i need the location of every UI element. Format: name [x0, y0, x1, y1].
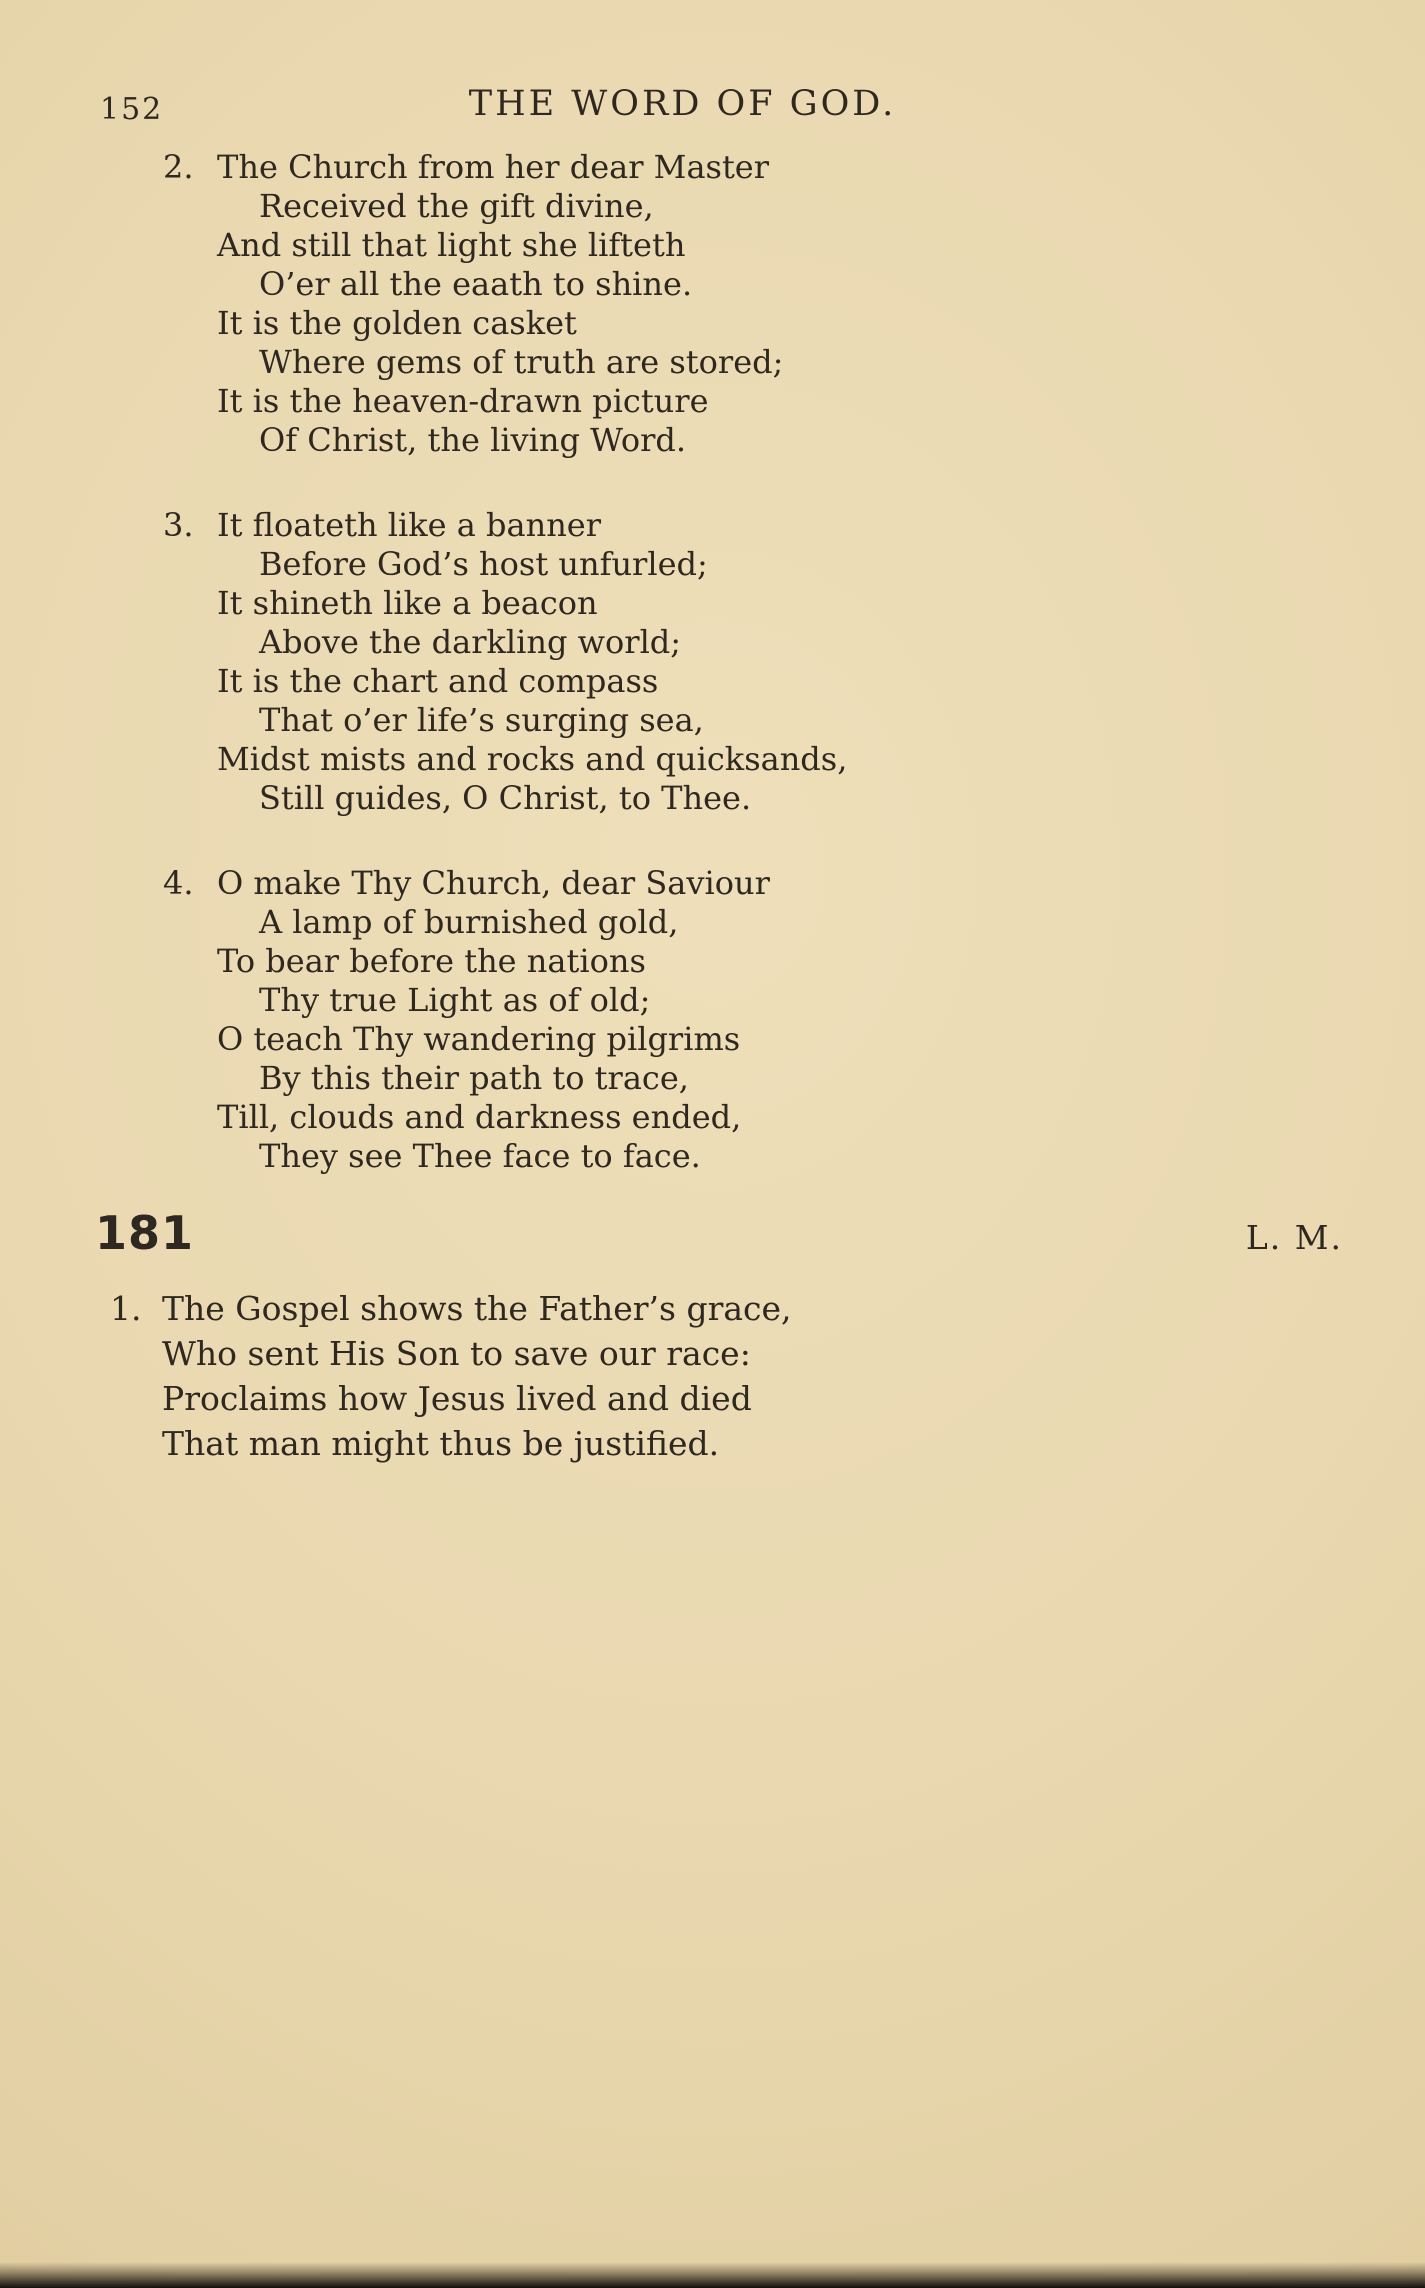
verse-3	[163, 506, 847, 818]
hymn-continuation	[163, 148, 847, 1222]
verse-number: 3.	[163, 506, 194, 544]
page-number: 152	[100, 92, 164, 127]
verse-line: A lamp of burnished gold,	[259, 903, 679, 941]
verse-lines	[217, 148, 783, 460]
verse-line: It is the chart and compass	[217, 662, 659, 700]
verse-number: 1.	[110, 1289, 142, 1328]
hymn-heading	[0, 1206, 1425, 1260]
verse-line: They see Thee face to face.	[259, 1137, 701, 1175]
page-header	[0, 84, 1425, 130]
verse-2	[163, 148, 847, 460]
verse-line: Till, clouds and darkness ended,	[217, 1098, 742, 1136]
verse-number: 2.	[163, 148, 194, 186]
verse-line: To bear before the nations	[217, 942, 646, 980]
verse-line: By this their path to trace,	[259, 1059, 689, 1097]
verse-line: The Church from her dear Master	[217, 148, 770, 186]
verse-line: Of Christ, the living Word.	[259, 421, 687, 459]
scan-edge	[0, 2262, 1425, 2288]
running-title: THE WORD OF GOD.	[468, 84, 897, 124]
hymn-number: 181	[95, 1206, 195, 1260]
verse-line: O’er all the eaath to shine.	[259, 265, 693, 303]
verse-1	[110, 1286, 792, 1466]
verse-line: O make Thy Church, dear Saviour	[217, 864, 770, 902]
verse-lines	[217, 506, 847, 818]
verse-line: Midst mists and rocks and quicksands,	[217, 740, 848, 778]
verse-line: And still that light she lifteth	[217, 226, 686, 264]
verse-lines	[162, 1286, 792, 1466]
verse-line: O teach Thy wandering pilgrims	[217, 1020, 741, 1058]
verse-number: 4.	[163, 864, 194, 902]
hymn-181-verses	[110, 1286, 792, 1512]
verse-line: Thy true Light as of old;	[259, 981, 651, 1019]
verse-line: The Gospel shows the Father’s grace,	[162, 1289, 792, 1328]
verse-line: It shineth like a beacon	[217, 584, 598, 622]
verse-line: Received the gift divine,	[259, 187, 654, 225]
hymn-meter: L. M.	[1245, 1218, 1343, 1257]
verse-line: It is the heaven-drawn picture	[217, 382, 709, 420]
verse-line: Still guides, O Christ, to Thee.	[259, 779, 752, 817]
verse-line: It is the golden casket	[217, 304, 577, 342]
verse-lines	[217, 864, 770, 1176]
verse-line: Before God’s host unfurled;	[259, 545, 708, 583]
verse-line: That man might thus be justified.	[162, 1424, 720, 1463]
verse-line: Proclaims how Jesus lived and died	[162, 1379, 752, 1418]
verse-line: Above the darkling world;	[259, 623, 682, 661]
verse-4	[163, 864, 847, 1176]
verse-line: Where gems of truth are stored;	[259, 343, 784, 381]
verse-line: That o’er life’s surging sea,	[259, 701, 704, 739]
verse-line: It floateth like a banner	[217, 506, 602, 544]
verse-line: Who sent His Son to save our race:	[162, 1334, 751, 1373]
